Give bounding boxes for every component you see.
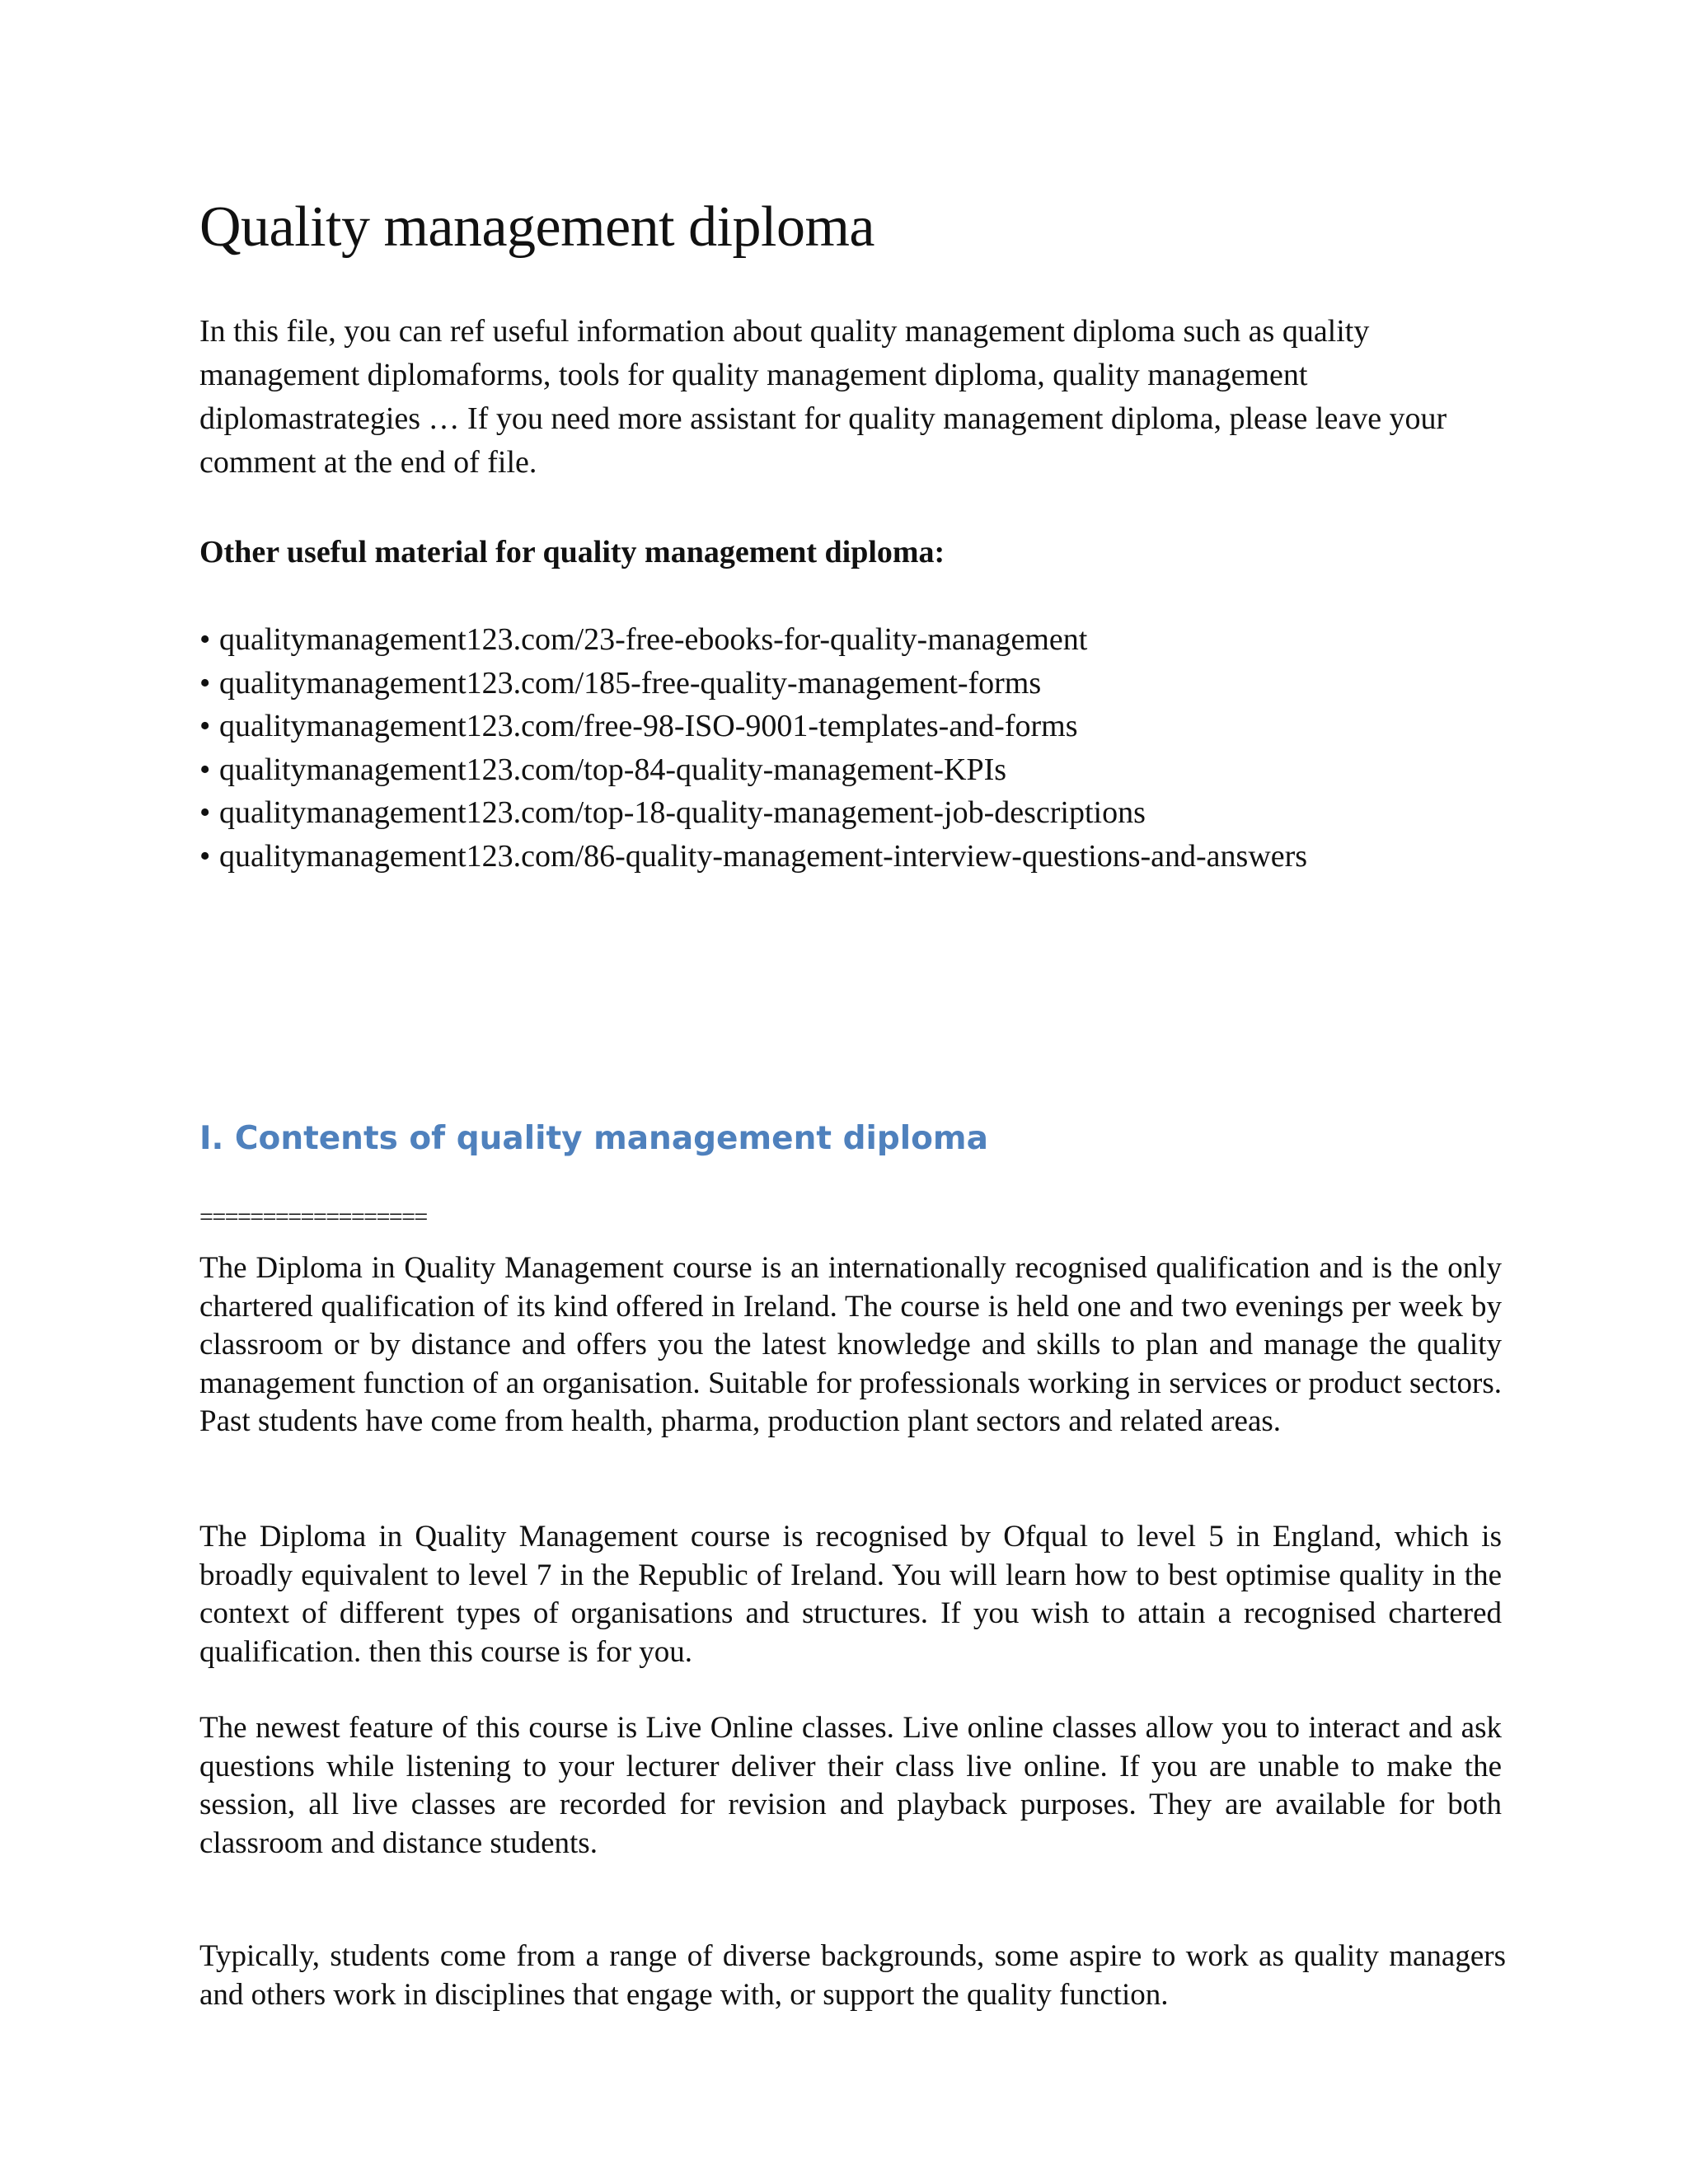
bullet-icon: • [199, 622, 211, 657]
link-text[interactable]: qualitymanagement123.com/top-18-quality-management-job-descriptions [219, 795, 1146, 831]
body-paragraph-3: The newest feature of this course is Live Online classes. Live online classes allow you to interact and ask questions while listening to your lecturer deliver their class live online. If you are unable to make the session, all live classes are recorded for revision and playback purposes. They are available for both classroom and distance students. [199, 1711, 1502, 1860]
list-item[interactable] [199, 662, 1307, 705]
list-item[interactable] [199, 791, 1307, 835]
bullet-icon: • [199, 838, 211, 874]
useful-links-list [199, 618, 1307, 879]
body-paragraph-2: The Diploma in Quality Management course is recognised by Ofqual to level 5 in England, which is broadly equivalent to level 7 in the Republic of Ireland. You will learn how to best optimise quality in the context of different types of organisations and structures. If you wish to attain a recognised chartered qualification. then this course is for you. [199, 1520, 1502, 1669]
separator-line: ================== [199, 1203, 427, 1230]
section-heading-contents: I. Contents of quality management diploma [199, 1120, 988, 1157]
link-text[interactable]: qualitymanagement123.com/185-free-quality-management-forms [219, 665, 1042, 701]
bullet-icon: • [199, 795, 211, 831]
document-body [199, 188, 1506, 2012]
other-material-heading: Other useful material for quality management diploma: [199, 535, 945, 569]
link-text[interactable]: qualitymanagement123.com/free-98-ISO-9001-templates-and-forms [219, 709, 1078, 744]
list-item[interactable] [199, 748, 1307, 792]
link-text[interactable]: qualitymanagement123.com/86-quality-management-interview-questions-and-answers [219, 838, 1308, 874]
list-item[interactable] [199, 835, 1307, 879]
intro-paragraph: In this file, you can ref useful information about quality management diploma such as quality management diplomaforms, tools for quality management diploma, quality management diplomastrategies … If you need more assistant for quality management diploma, please leave your comment at the end of file. [199, 314, 1447, 480]
link-text[interactable]: qualitymanagement123.com/top-84-quality-management-KPIs [219, 752, 1007, 787]
body-paragraph-1: The Diploma in Quality Management course is an internationally recognised qualification and is the only chartered qualification of its kind offered in Ireland. The course is held one and two evenings per week by classroom or by distance and offers you the latest knowledge and skills to plan and manage the quality management function of an organisation. Suitable for professionals working in services or product sectors. Past students have come from health, pharma, production plant sectors and related areas. [199, 1251, 1502, 1438]
list-item[interactable] [199, 705, 1307, 748]
bullet-icon: • [199, 752, 211, 787]
link-text[interactable]: qualitymanagement123.com/23-free-ebooks-for-quality-management [219, 622, 1088, 657]
list-item[interactable] [199, 618, 1307, 662]
bullet-icon: • [199, 665, 211, 701]
document-title: Quality management diploma [199, 195, 875, 259]
bullet-icon: • [199, 709, 211, 744]
body-paragraph-4: Typically, students come from a range of diverse backgrounds, some aspire to work as quality managers and others work in disciplines that engage with, or support the quality function. [199, 1939, 1506, 2012]
